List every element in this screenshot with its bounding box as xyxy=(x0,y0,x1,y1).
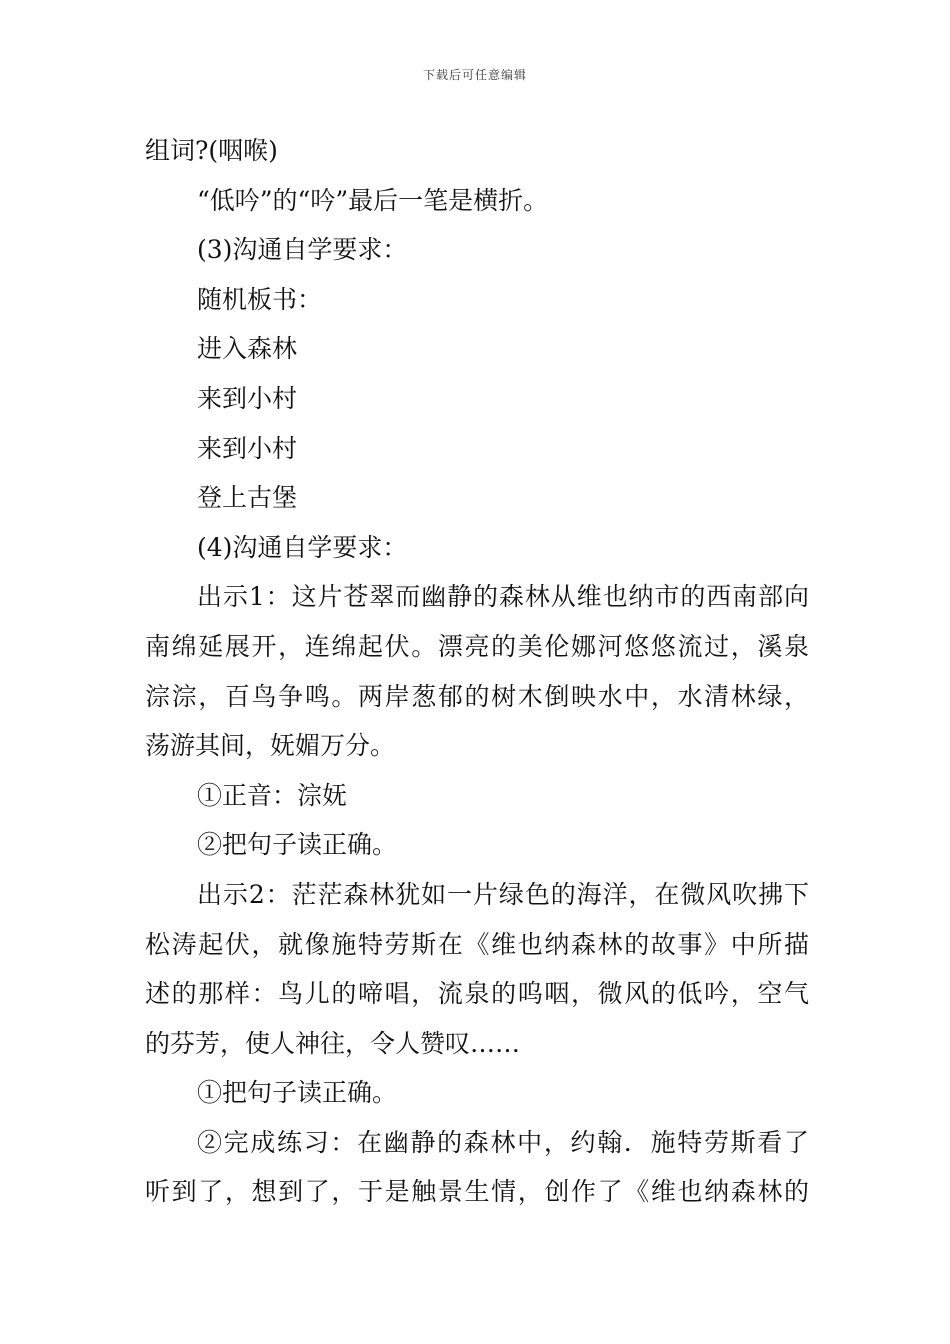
text-line: 的芬芳，使人神往，令人赞叹…… xyxy=(145,1028,521,1058)
text-line: 荡游其间，妩媚万分。 xyxy=(145,731,396,761)
text-line: 南绵延展开，连绵起伏。漂亮的美伦娜河悠悠流过，溪泉 xyxy=(145,631,809,661)
text-line: ①正音：淙妩 xyxy=(197,780,348,810)
text-line: ①把句子读正确。 xyxy=(197,1078,398,1108)
text-line: 出示1：这片苍翠而幽静的森林从维也纳市的西南部向 xyxy=(197,582,809,612)
text-line: 来到小村 xyxy=(197,433,298,463)
text-line: (3)沟通自学要求： xyxy=(197,235,408,265)
text-line: 组词?(咽喉) xyxy=(145,136,278,165)
document-body xyxy=(145,126,809,1217)
text-line: 松涛起伏，就像施特劳斯在《维也纳森林的故事》中所描 xyxy=(145,929,809,959)
text-line: 淙淙，百鸟争鸣。两岸葱郁的树木倒映水中，水清林绿， xyxy=(145,681,809,711)
text-line: 随机板书： xyxy=(197,284,323,314)
text-line: 出示2：茫茫森林犹如一片绿色的海洋，在微风吹拂下 xyxy=(197,879,809,909)
text-line: ②把句子读正确。 xyxy=(197,830,398,860)
text-line: 述的那样：鸟儿的啼唱，流泉的呜咽，微风的低吟，空气 xyxy=(145,979,809,1009)
text-line: “低吟”的“吟”最后一笔是横折。 xyxy=(197,185,549,215)
page-header-note: 下载后可任意编辑 xyxy=(422,68,527,82)
text-line: 登上古堡 xyxy=(197,483,298,513)
text-line: 进入森林 xyxy=(197,334,298,364)
text-line: 来到小村 xyxy=(197,383,298,413)
text-line: ②完成练习：在幽静的森林中，约翰．施特劳斯看了 xyxy=(197,1127,809,1157)
text-line: 听到了，想到了，于是触景生情，创作了《维也纳森林的 xyxy=(145,1177,809,1207)
text-line: (4)沟通自学要求： xyxy=(197,532,408,562)
